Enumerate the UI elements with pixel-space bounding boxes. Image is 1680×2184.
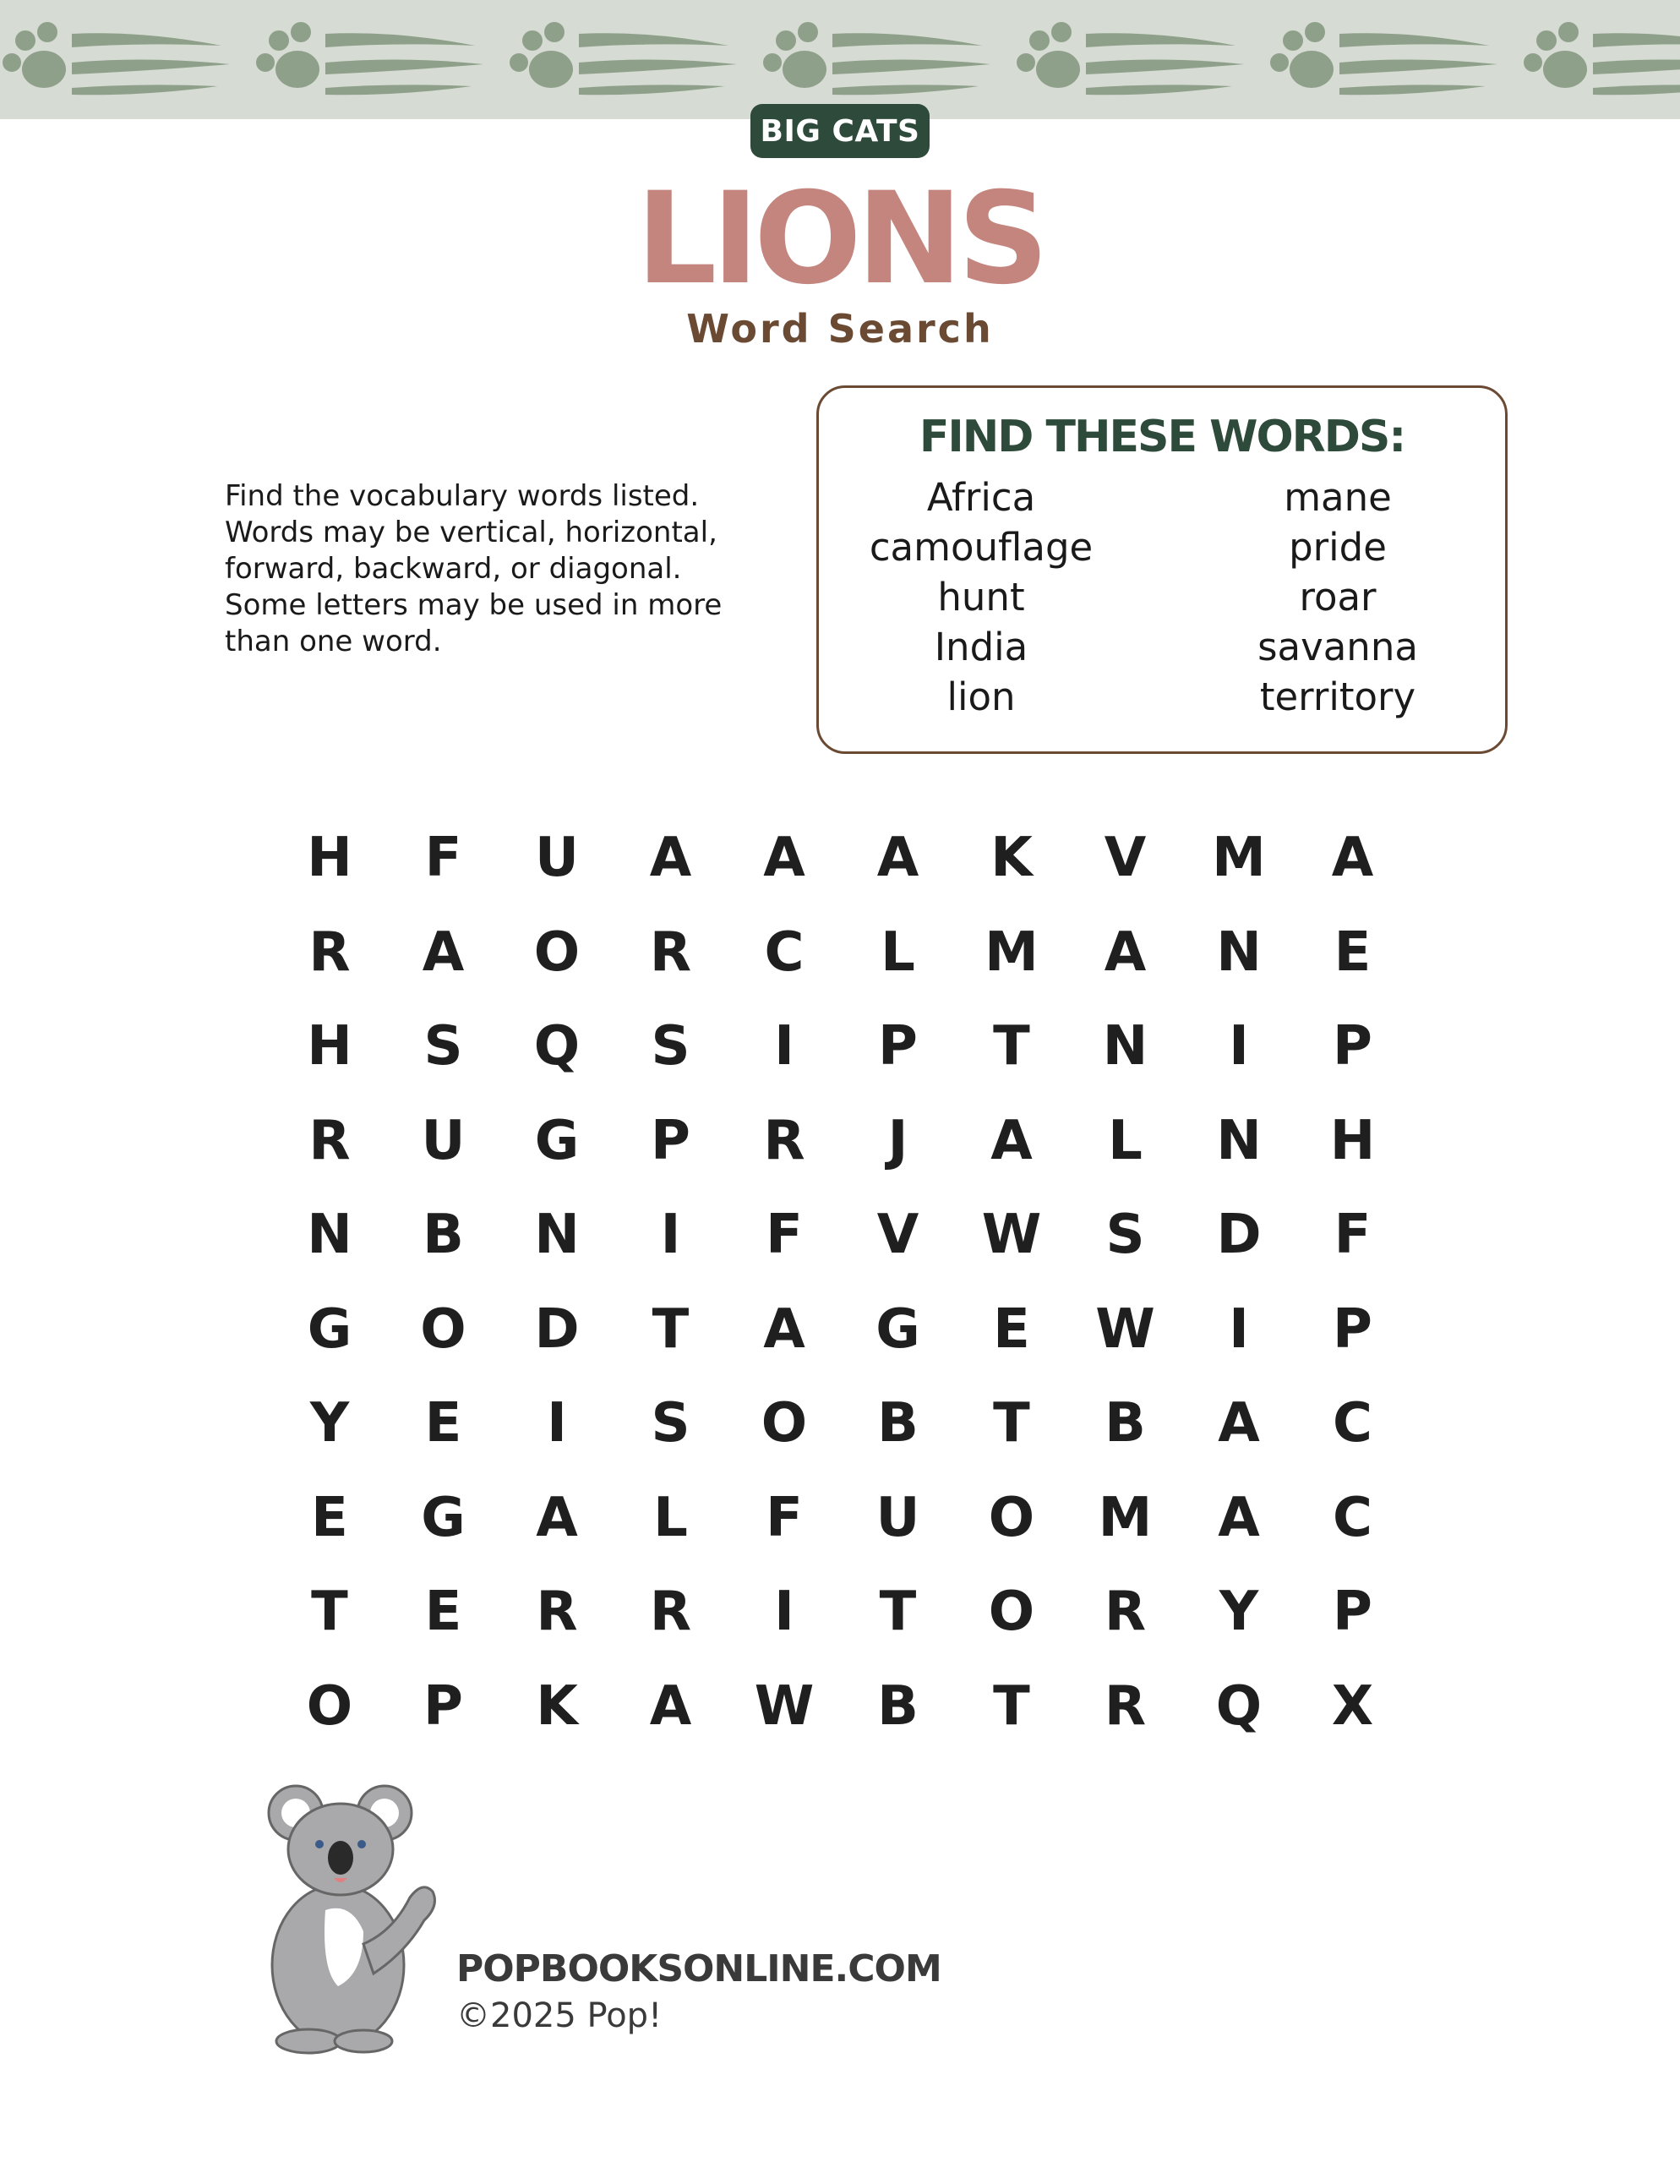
copyright-notice: ©2025 Pop! [456,1996,663,2035]
instructions-line: Words may be vertical, horizontal, [225,516,717,549]
grid-letter[interactable]: A [763,1297,805,1361]
grid-letter[interactable]: M [1212,827,1266,889]
grid-letter[interactable]: I [774,1015,794,1078]
grid-letter[interactable]: M [1098,1486,1153,1549]
grid-letter[interactable]: O [420,1297,466,1361]
word-list-item: roar [1299,575,1377,620]
grid-letter[interactable]: F [766,1204,803,1266]
grid-letter[interactable]: S [1105,1204,1145,1266]
grid-letter[interactable]: O [988,1581,1035,1643]
grid-letter[interactable]: L [881,920,915,984]
letter-grid [287,816,1386,1762]
grid-letter[interactable]: C [1333,1392,1372,1455]
grid-letter[interactable]: H [307,1015,352,1078]
word-list-item: territory [1259,674,1416,719]
grid-letter[interactable]: S [651,1015,690,1078]
paw-print-icon [507,14,761,106]
grid-letter[interactable]: A [422,920,465,984]
word-list-title: FIND THESE WORDS: [919,412,1405,462]
website-link[interactable]: POPBOOKSONLINE.COM [456,1947,941,1990]
word-list-right-column [1177,472,1498,722]
grid-letter[interactable]: F [766,1486,803,1549]
grid-letter[interactable]: T [879,1581,917,1643]
grid-letter[interactable]: X [1331,1674,1374,1738]
page-subtitle: Word Search [686,306,994,352]
grid-letter[interactable]: A [1104,920,1147,984]
word-list-item: lion [946,674,1016,719]
grid-letter[interactable]: E [424,1581,462,1643]
grid-row [287,1381,1386,1476]
grid-letter[interactable]: R [1104,1674,1147,1738]
paw-print-icon [1268,14,1521,106]
grid-letter[interactable]: B [877,1392,919,1455]
grid-letter[interactable]: I [774,1581,794,1643]
grid-letter[interactable]: D [1216,1204,1262,1266]
grid-letter[interactable]: P [1333,1015,1372,1078]
grid-letter[interactable]: Q [533,1015,581,1078]
grid-letter[interactable]: P [878,1015,918,1078]
grid-letter[interactable]: S [423,1015,463,1078]
grid-letter[interactable]: F [424,827,462,889]
grid-letter[interactable]: T [993,1392,1030,1455]
grid-letter[interactable]: E [1334,920,1372,984]
grid-letter[interactable]: P [423,1674,463,1738]
grid-row [287,1004,1386,1099]
grid-letter[interactable]: R [763,1109,805,1172]
word-list-item: camouflage [869,525,1094,570]
grid-letter[interactable]: N [1102,1015,1148,1078]
grid-letter[interactable]: O [988,1486,1035,1549]
grid-letter[interactable]: G [534,1109,580,1172]
grid-letter[interactable]: T [993,1674,1030,1738]
grid-row [287,1193,1386,1287]
grid-letter[interactable]: P [1333,1297,1372,1361]
grid-row [287,1287,1386,1382]
instructions-line: than one word. [225,625,442,658]
paw-print-icon [0,14,254,106]
grid-letter[interactable]: H [307,827,352,889]
grid-letter[interactable]: B [423,1204,464,1266]
koala-icon [237,1783,465,2062]
grid-letter[interactable]: A [1218,1392,1260,1455]
grid-letter[interactable]: U [535,827,579,889]
grid-letter[interactable]: I [1229,1015,1249,1078]
grid-row [287,1476,1386,1570]
paw-print-icon [1521,14,1680,106]
paw-print-icon [254,14,507,106]
grid-letter[interactable]: N [1216,1109,1262,1172]
paw-print-banner [0,0,1680,119]
grid-letter[interactable]: I [547,1392,567,1455]
grid-letter[interactable]: R [536,1581,578,1643]
grid-row [287,1570,1386,1664]
grid-letter[interactable]: A [1218,1486,1260,1549]
grid-row [287,910,1386,1005]
grid-letter[interactable]: B [1105,1392,1146,1455]
grid-letter[interactable]: A [1331,827,1374,889]
word-list-item: savanna [1257,625,1418,669]
grid-letter[interactable]: A [876,827,919,889]
grid-letter[interactable]: I [660,1204,681,1266]
grid-letter[interactable]: E [311,1486,348,1549]
grid-letter[interactable]: R [649,920,692,984]
instructions-line: Find the vocabulary words listed. [225,479,700,513]
grid-letter[interactable]: R [649,1581,692,1643]
grid-letter[interactable]: U [875,1486,920,1549]
page-title: LIONS [635,166,1045,313]
grid-letter[interactable]: K [990,827,1033,889]
word-list-item: pride [1289,525,1387,570]
grid-letter[interactable]: O [306,1674,353,1738]
grid-letter[interactable]: Q [1215,1674,1263,1738]
grid-row [287,1099,1386,1193]
grid-letter[interactable]: R [308,1109,351,1172]
grid-letter[interactable]: J [887,1109,908,1172]
grid-letter[interactable]: T [993,1015,1030,1078]
grid-letter[interactable]: Y [1219,1581,1259,1643]
grid-letter[interactable]: C [764,920,805,984]
grid-letter[interactable]: T [311,1581,348,1643]
grid-letter[interactable]: W [1095,1297,1155,1361]
grid-letter[interactable]: A [763,827,805,889]
grid-letter[interactable]: L [653,1486,688,1549]
grid-letter[interactable]: H [1329,1109,1376,1172]
grid-letter[interactable]: N [307,1204,352,1266]
grid-letter[interactable]: G [875,1297,920,1361]
grid-letter[interactable]: V [1104,827,1147,889]
grid-letter[interactable]: N [534,1204,580,1266]
grid-letter[interactable]: P [1333,1581,1372,1643]
grid-letter[interactable]: E [993,1297,1030,1361]
grid-letter[interactable]: I [1229,1297,1249,1361]
grid-letter[interactable]: B [877,1674,919,1738]
grid-letter[interactable]: F [1334,1204,1372,1266]
grid-letter[interactable]: W [754,1674,815,1738]
grid-letter[interactable]: A [990,1109,1033,1172]
grid-letter[interactable]: W [981,1204,1042,1266]
grid-letter[interactable]: T [652,1297,690,1361]
paw-print-icon [761,14,1014,106]
grid-letter[interactable]: E [424,1392,462,1455]
grid-row [287,816,1386,910]
category-badge: BIG CATS [750,104,930,158]
grid-letter[interactable]: S [651,1392,690,1455]
instructions [225,478,766,660]
word-list-box [816,385,1508,754]
grid-letter[interactable]: A [649,827,692,889]
grid-letter[interactable]: A [649,1674,692,1738]
grid-letter[interactable]: N [1216,920,1262,984]
grid-letter[interactable]: G [307,1297,352,1361]
grid-letter[interactable]: K [536,1674,578,1738]
grid-letter[interactable]: O [761,1392,808,1455]
grid-letter[interactable]: D [534,1297,580,1361]
paw-print-icon [1014,14,1268,106]
grid-letter[interactable]: G [421,1486,466,1549]
word-list-item: India [934,625,1028,669]
grid-row [287,1664,1386,1759]
grid-letter[interactable]: V [876,1204,919,1266]
grid-letter[interactable]: R [1104,1581,1147,1643]
grid-letter[interactable]: O [533,920,581,984]
grid-letter[interactable]: U [421,1109,466,1172]
word-list-item: mane [1284,475,1392,520]
word-list-left-column [821,472,1142,722]
grid-letter[interactable]: A [536,1486,578,1549]
word-list-item: hunt [937,575,1025,620]
instructions-line: Some letters may be used in more [225,588,723,622]
grid-letter[interactable]: P [651,1109,690,1172]
grid-letter[interactable]: Y [309,1392,350,1455]
grid-letter[interactable]: C [1333,1486,1372,1549]
grid-letter[interactable]: L [1108,1109,1143,1172]
grid-letter[interactable]: M [985,920,1039,984]
grid-letter[interactable]: R [308,920,351,984]
instructions-line: forward, backward, or diagonal. [225,552,682,586]
word-list-item: Africa [926,475,1036,520]
